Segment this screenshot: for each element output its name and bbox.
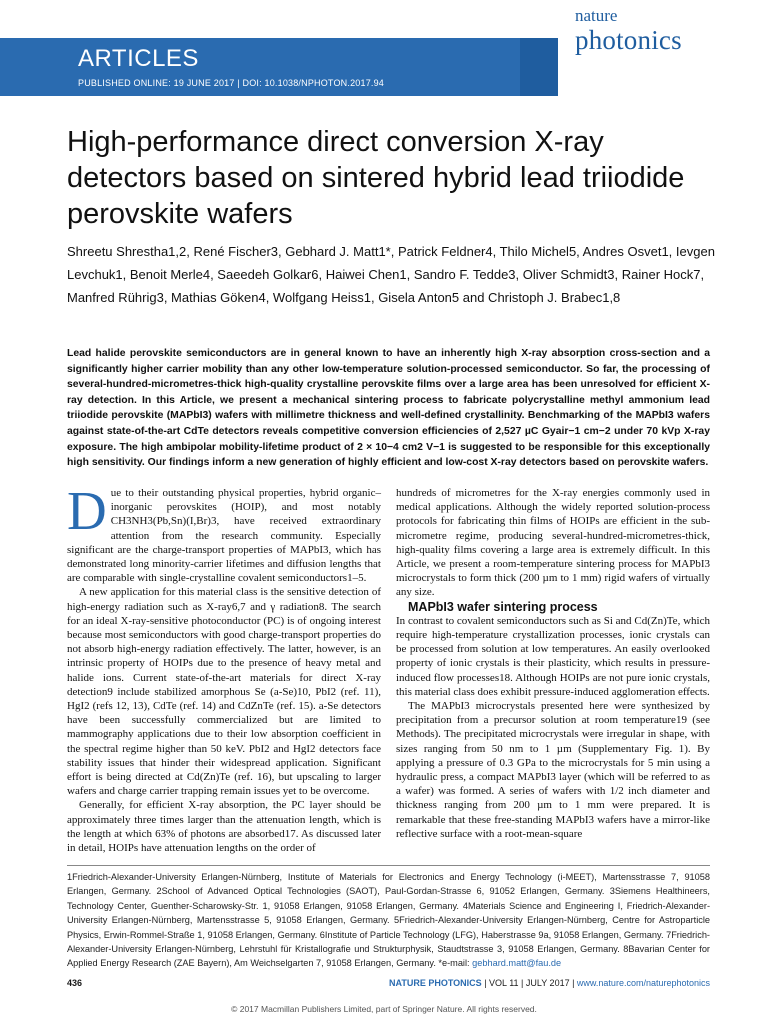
abstract: Lead halide perovskite semiconductors are in general known to have an inherently high X-ray absorption cross-section and a significantly higher carrier mobility than any other low-temperature solution-processed semiconductor. So far, the processing of several-hundred-micrometres-thick high-quality crystalline perovskite films over a large area has been unresolved for efficient X-ray detection. In this Article, we present a mechanical sintering process to fabricate polycrystalline methyl ammonium lead triiodide perovskite (MAPbI3) wafers with millimetre thickness and well-defined crystallinity. Benchmarking of the MAPbI3 wafers against state-of-the-art CdTe detectors reveals competitive conversion efficiencies of 2,527 µC Gyair−1 cm−2 under 70 kVp X-ray exposure. The high ambipolar mobility-lifetime product of 2 × 10−4 cm2 V−1 is suggested to be responsible for this exceptionally high sensitivity. Our findings inform a new generation of highly efficient and low-cost X-ray detectors based on perovskite wafers. xyxy=(67,348,710,469)
footer-journal-name: NATURE PHOTONICS xyxy=(389,978,482,988)
body-column-right xyxy=(396,486,710,841)
body-paragraph: In contrast to covalent semiconductors such as Si and Cd(Zn)Te, which require high-temperature crystallization processes, ionic crystals can be processed from solution at low temperatures. An easily overlooked property of ionic crystals is their plasticity, which results in pressure-induced flow processes18. Although HOIPs are not pure ionic crystals, this material class does exhibit pressure-induced agglomeration effects. xyxy=(396,614,710,698)
affiliations xyxy=(67,870,710,971)
body-paragraph: The MAPbI3 microcrystals presented here were synthesized by precipitation from a precursor solution at room temperature19 (see Methods). The precipitated microcrystals were irregular in shape, with sizes ranging from 50 nm to 1 µm (Supplementary Fig. 1). By applying a pressure of 0.3 GPa to the microcrystals for 5 min using a hydraulic press, a compact MAPbI3 layer (which will be referred to as a wafer) was formed. A series of wafers with 1/2 inch diameter and thickness ranging from 200 µm to 1 mm were prepared. It is remarkable that these free-standing MAPbI3 wafers have a mirror-like reflective surface with a root-mean-square xyxy=(396,700,710,840)
section-label: ARTICLES xyxy=(78,45,199,72)
body-paragraph: hundreds of micrometres for the X-ray energies commonly used in medical applications. Although the widely reported solution-process protocols for fabricating thin films of HOIPs are efficient in the sub-micrometre regime, producing several-hundred-micrometres-thick, high-quality films covering a large area is extremely difficult. In this Article, we present a room-temperature sintering process for MAPbI3 microcrystals to form thick (200 µm to 1 mm) rigid wafers of virtually any size. xyxy=(396,487,710,599)
footer-url-link[interactable]: www.nature.com/naturephotonics xyxy=(576,978,710,988)
footnote-divider xyxy=(67,865,710,866)
body-paragraph: Generally, for efficient X-ray absorption, the PC layer should be approximately three times larger than the attenuation length, which is the length at which 63% of photons are absorbed17. As discussed later in detail, HOIPs have attenuation lengths on the order of xyxy=(67,799,381,855)
corresponding-email-link[interactable]: gebhard.matt@fau.de xyxy=(472,958,562,969)
footer-journal-info xyxy=(389,978,710,988)
body-paragraph-intro xyxy=(67,480,381,585)
article-title: High-performance direct conversion X-ray detectors based on sintered hybrid lead triiodide perovskite wafers xyxy=(67,126,685,230)
author-list: Shreetu Shrestha1,2, René Fischer3, Gebhard J. Matt1*, Patrick Feldner4, Thilo Michel5, Andres Osvet1, Ievgen Levchuk1, Benoit Merle4, Saeedeh Golkar6, Haiwei Chen1, Sandro F. Tedde3, Oliver Schmidt3, Rainer Hock7, Manfred Rührig3, Mathias Göken4, Wolfgang Heiss1, Gisela Anton5 and Christoph J. Brabec1,8 xyxy=(67,244,715,305)
body-text: ue to their outstanding physical properties, hybrid organic–inorganic perovskites (HOIP), and most notably CH3NH3(Pb,Sn)(I,Br)3, have received extraordinary attention from the research community. Especially significant are the charge-transport properties of MAPbI3, which has demonstrated long minority-carrier lifetimes and diffusion lengths that are comparable with single-crystalline covalent semiconductors1–5. xyxy=(67,487,381,585)
page-number: 436 xyxy=(67,978,83,988)
logo-photonics: photonics xyxy=(575,25,682,55)
logo-nature: nature xyxy=(575,6,618,25)
publication-info: PUBLISHED ONLINE: 19 JUNE 2017 | DOI: 10.1038/NPHOTON.2017.94 xyxy=(78,78,385,88)
section-heading: MAPbI3 wafer sintering process xyxy=(408,599,598,614)
body-column-left xyxy=(67,480,381,855)
page-footer xyxy=(67,978,710,992)
body-paragraph: A new application for this material class is the sensitive detection of high-energy radiation such as X-ray6,7 and γ radiation8. The search for an ideal X-ray-sensitive photoconductor (PC) is of ongoing interest because most semiconductors with good charge-transport properties do not absorb high-energy radiation effectively. The latter, however, is an intrinsic property of HOIPs due to the presence of heavy metal and halide ions. Current state-of-the-art materials for direct X-ray detection9 include stabilized amorphous Se (a-Se)10, PbI2 (ref. 11), HgI2 (refs 12, 13), CdTe (ref. 14) and CdZnTe (ref. 15). a-Se detectors have been successfully commercialized but are limited to mammography applications due to their low absorption coefficient in the spectral regime higher than 50 keV. PbI2 and HgI2 detectors face stability issues that hinder their widespread application. Significant effort is being directed at Cd(Zn)Te (ref. 16), but upscaling to larger wafers and charge carrier trapping remain issues yet to be overcome. xyxy=(67,586,381,798)
footer-issue: | VOL 11 | JULY 2017 | xyxy=(481,978,577,988)
copyright-notice: © 2017 Macmillan Publishers Limited, part of Springer Nature. All rights reserved. xyxy=(231,1004,537,1014)
drop-cap: D xyxy=(67,480,107,541)
affiliation-text: 1Friedrich-Alexander-University Erlangen-Nürnberg, Institute of Materials for Electronics and Energy Technology (i-MEET), Martensstrasse 7, 91058 Erlangen, Germany. 2School of Advanced Optical Technologies (SAOT), Paul-Gordan-Strasse 6, 91052 Erlangen, Germany. 3Siemens Healthineers, Technology Center, Guenther-Scharowsky-Str. 1, 91058 Erlangen, 91058 Erlangen, Germany. 4Materials Science and Engineering I, Friedrich-Alexander-University Erlangen-Nürnberg, Martensstrasse 5, 91058 Erlangen, Germany. 5Friedrich-Alexander-University Erlangen-Nürnberg, Centre for Astroparticle Physics, Erwin-Rommel-Straße 1, 91058 Erlangen, Germany. 6Institute of Particle Technology (LFG), Haberstrasse 9a, 91058 Erlangen, Germany. 7Friedrich-Alexander-University Erlangen-Nürnberg, Lehrstuhl für Kristallografie und Strukturphysik, Staudtstrasse 3, 91058 Erlangen, Germany. 8Bavarian Center for Applied Energy Research (ZAE Bayern), Am Weichselgarten 7, 91058 Erlangen, Germany. *e-mail: xyxy=(67,872,710,969)
